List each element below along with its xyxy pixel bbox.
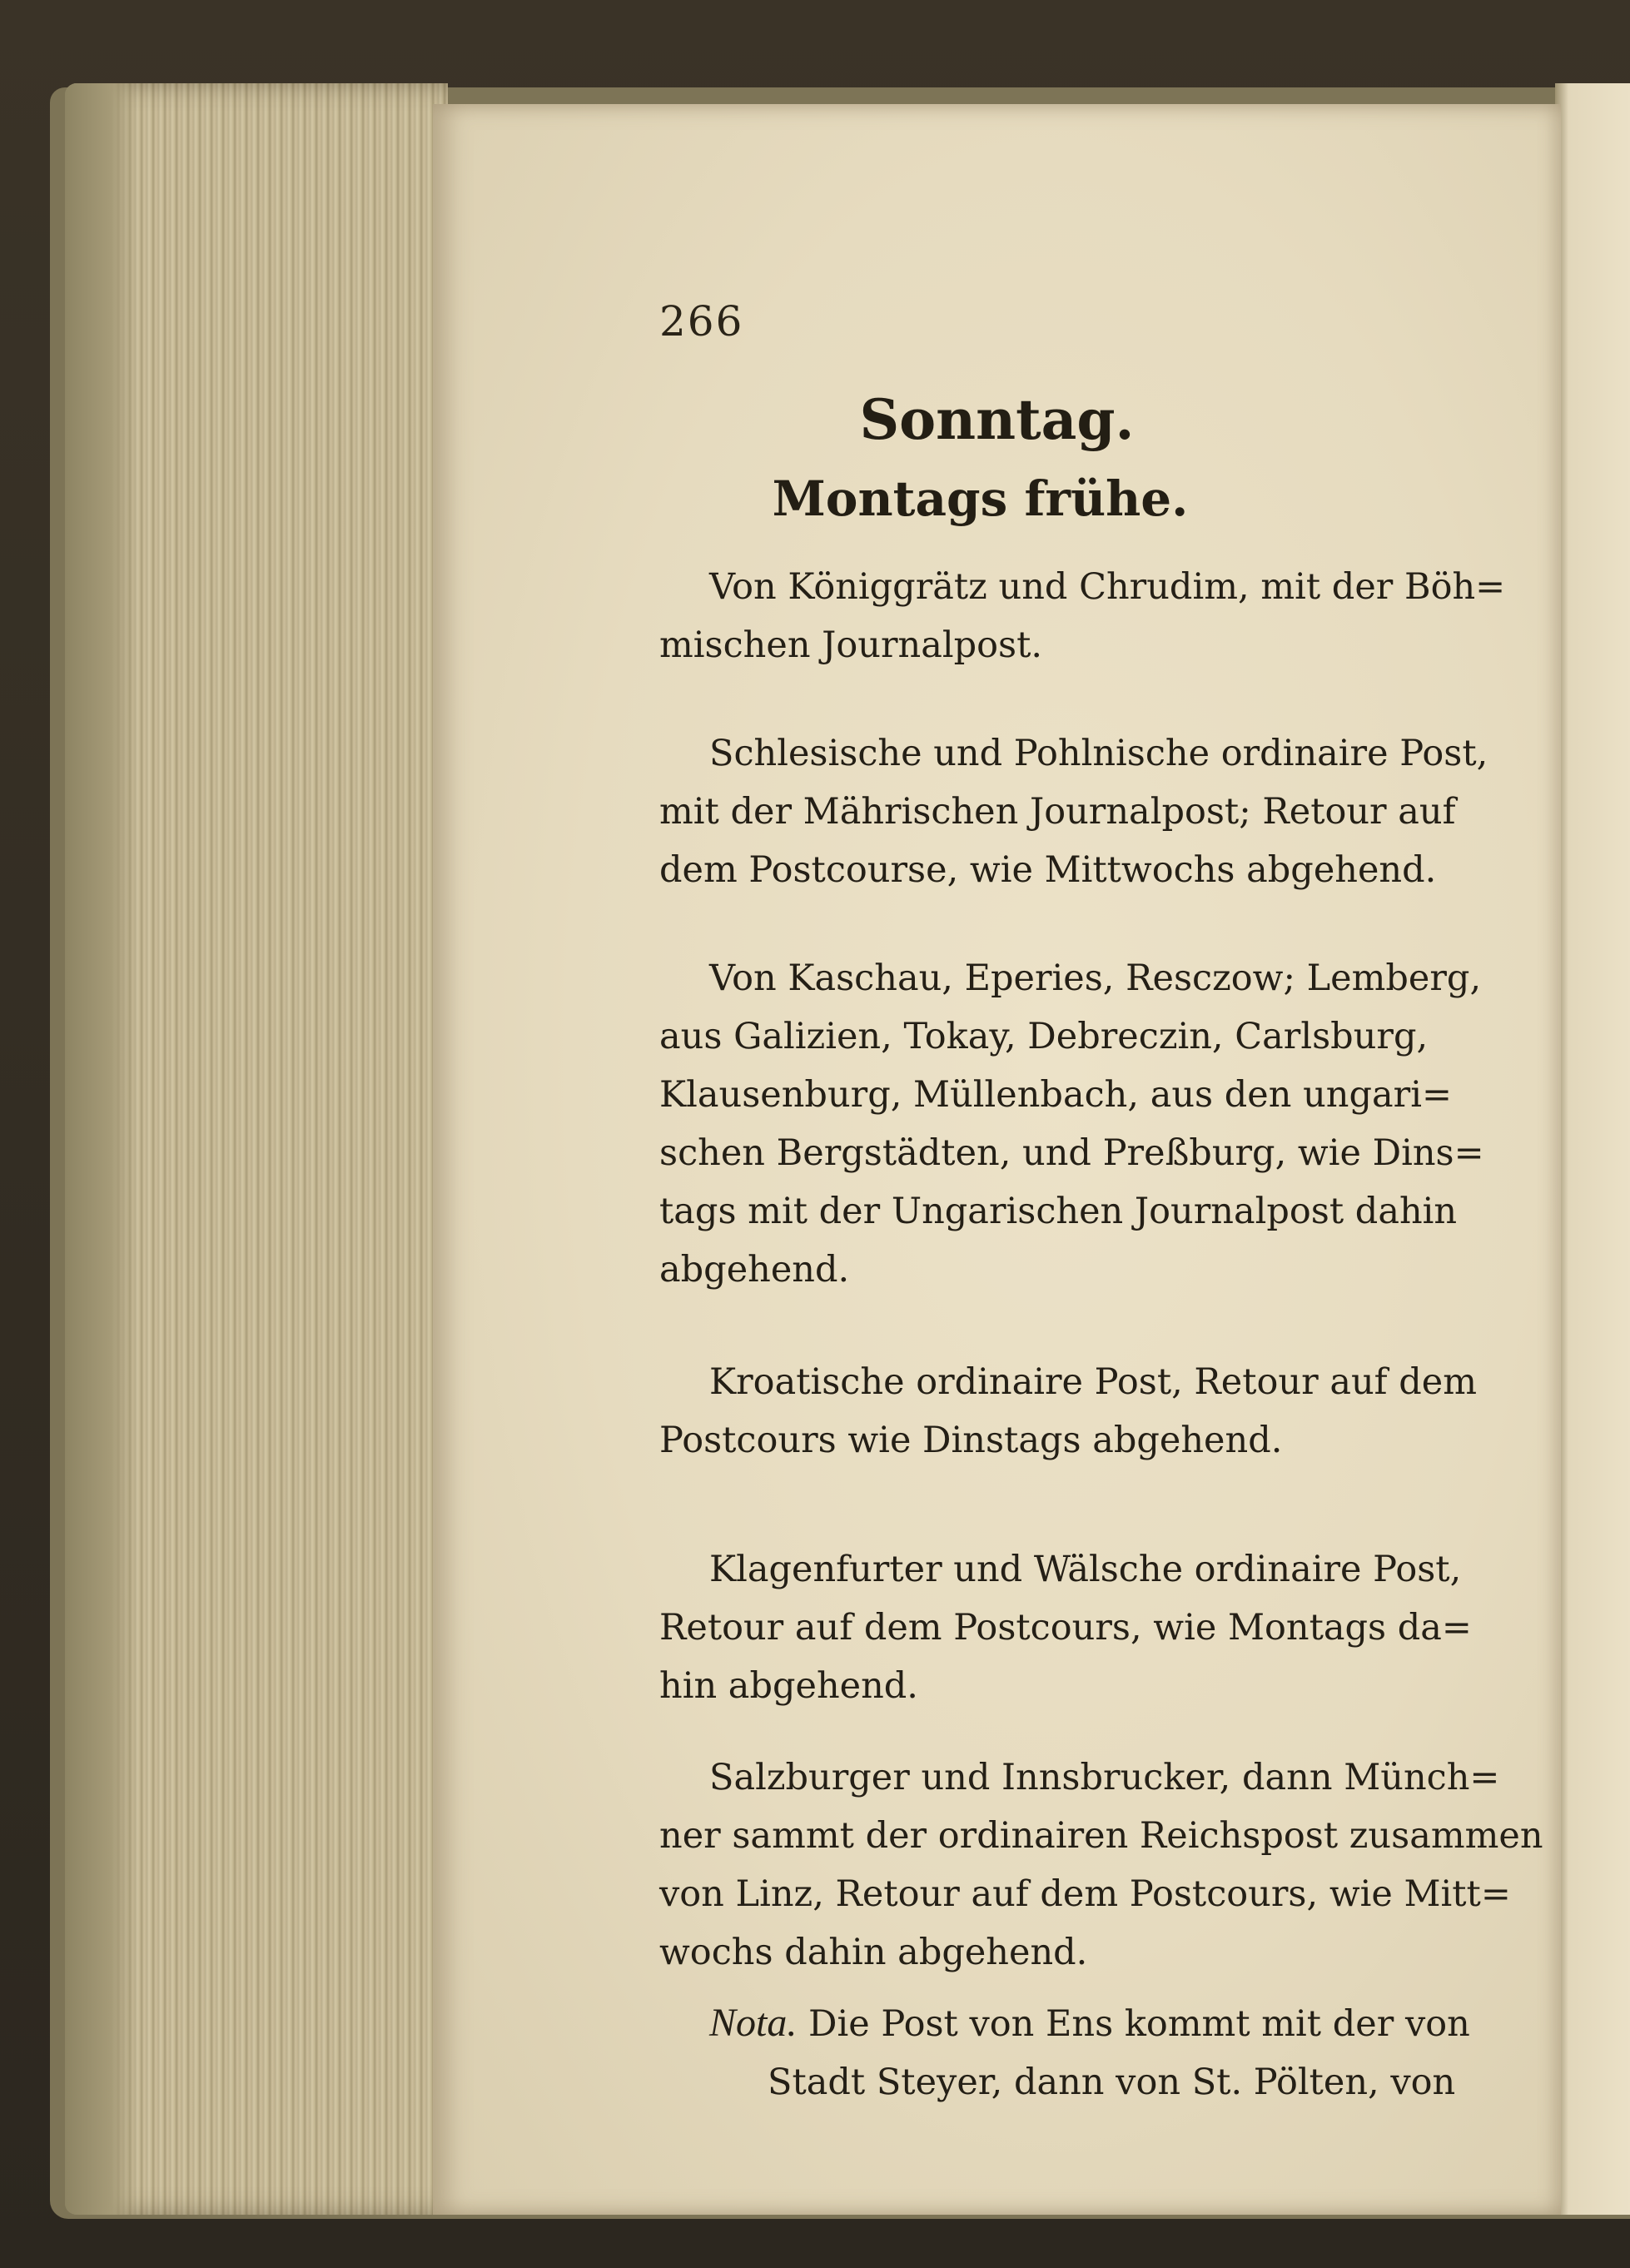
text-line: von Linz, Retour auf dem Postcours, wie Mitt= <box>659 1873 1511 1915</box>
paragraph-1 <box>659 558 1533 674</box>
text-line: mit der Mährischen Journalpost; Retour auf <box>659 791 1456 833</box>
text-line: wochs dahin abgehend. <box>659 1932 1088 1973</box>
paragraph-5 <box>659 1540 1533 1715</box>
text-line: Stadt Steyer, dann von St. Pölten, von <box>768 2062 1456 2103</box>
text-line: mischen Journalpost. <box>659 624 1043 666</box>
facing-page <box>1555 83 1630 2215</box>
page-heading: Sonntag. <box>859 387 1135 452</box>
text-line: aus Galizien, Tokay, Debreczin, Carlsburg, <box>659 1016 1429 1057</box>
text-line: abgehend. <box>659 1249 850 1291</box>
text-line: hin abgehend. <box>659 1665 918 1707</box>
nota-paragraph <box>659 1994 1533 2111</box>
text-line: Klausenburg, Müllenbach, aus den ungari= <box>659 1074 1452 1116</box>
text-line: Postcours wie Dinstags abgehend. <box>659 1420 1283 1461</box>
paragraph-3 <box>659 949 1533 1299</box>
text-line: dem Postcourse, wie Mittwochs abgehend. <box>659 849 1437 891</box>
paragraph-6 <box>659 1748 1543 1982</box>
nota-label: Nota. <box>709 2001 798 2045</box>
text-line: Von Kaschau, Eperies, Resczow; Lemberg, <box>709 957 1482 999</box>
text-line: ner sammt der ordinairen Reichspost zusammen <box>659 1815 1543 1857</box>
nota-text: Die Post von Ens kommt mit der von <box>808 2003 1470 2045</box>
page-edges-shadow <box>65 83 140 2215</box>
page-number: 266 <box>659 297 744 346</box>
text-line: Von Königgrätz und Chrudim, mit der Böh= <box>709 566 1506 608</box>
paragraph-2 <box>659 724 1533 899</box>
text-line: Klagenfurter und Wälsche ordinaire Post, <box>709 1549 1462 1590</box>
text-line: Salzburger und Innsbrucker, dann Münch= <box>709 1757 1500 1798</box>
text-line <box>659 1994 1533 2053</box>
text-line: Retour auf dem Postcours, wie Montags da= <box>659 1607 1472 1649</box>
text-line: Schlesische und Pohlnische ordinaire Post, <box>709 733 1488 774</box>
page-subheading: Montags frühe. <box>772 470 1189 527</box>
text-line: tags mit der Ungarischen Journalpost dahin <box>659 1191 1458 1232</box>
book-page <box>433 104 1561 2215</box>
text-line: Kroatische ordinaire Post, Retour auf dem <box>709 1361 1478 1403</box>
text-line: schen Bergstädten, und Preßburg, wie Dins= <box>659 1132 1484 1174</box>
paragraph-4 <box>659 1353 1533 1470</box>
